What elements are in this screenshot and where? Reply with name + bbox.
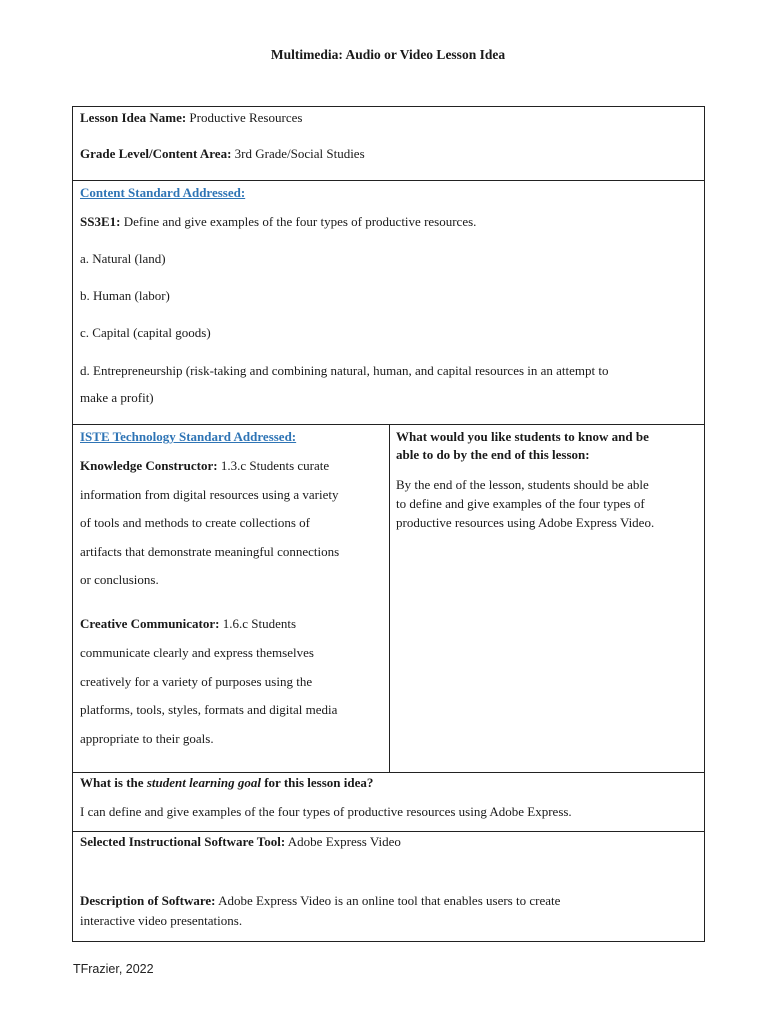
footer-author: TFrazier, 2022 bbox=[73, 962, 154, 976]
standard-code: SS3E1: bbox=[80, 214, 121, 229]
content-standard-heading: Content Standard Addressed: bbox=[80, 185, 246, 200]
kc-line: of tools and methods to create collections of bbox=[80, 515, 310, 530]
objectives-question: able to do by the end of this lesson: bbox=[396, 447, 590, 462]
software-description-line bbox=[80, 893, 560, 909]
kc-line: Knowledge Constructor: 1.3.c Students curate bbox=[80, 458, 330, 473]
software-tool-label: Selected Instructional Software Tool: bbox=[80, 834, 286, 849]
cc-line: appropriate to their goals. bbox=[80, 731, 214, 746]
lesson-info-row bbox=[73, 107, 704, 181]
kc-label: Knowledge Constructor: bbox=[80, 458, 218, 473]
cc-line: platforms, tools, styles, formats and digital media bbox=[80, 702, 338, 717]
content-standard-row bbox=[73, 181, 704, 425]
learning-goal-row bbox=[73, 772, 704, 832]
cc-line: creatively for a variety of purposes using the bbox=[80, 674, 313, 689]
cc-line: Creative Communicator: 1.6.c Students bbox=[80, 616, 297, 631]
standard-item: a. Natural (land) bbox=[80, 251, 166, 266]
column-divider bbox=[389, 425, 390, 772]
learning-goal-emphasis: student learning goal bbox=[146, 775, 261, 790]
kc-line: or conclusions. bbox=[80, 572, 159, 587]
standard-description: Define and give examples of the four types of productive resources. bbox=[123, 214, 477, 229]
kc-line: information from digital resources using a variety bbox=[80, 487, 339, 502]
lesson-name-label: Lesson Idea Name: bbox=[80, 110, 187, 125]
software-description-label: Description of Software: bbox=[80, 893, 216, 908]
software-tool-line bbox=[80, 834, 401, 850]
grade-level-value: 3rd Grade/Social Studies bbox=[234, 146, 365, 161]
page-title: Multimedia: Audio or Video Lesson Idea bbox=[270, 47, 506, 62]
objectives-answer: productive resources using Adobe Express Video. bbox=[396, 515, 655, 530]
cc-label: Creative Communicator: bbox=[80, 616, 220, 631]
software-tool-value: Adobe Express Video bbox=[287, 834, 401, 849]
standard-description-line bbox=[80, 214, 476, 230]
software-row bbox=[73, 832, 704, 941]
grade-level-label: Grade Level/Content Area: bbox=[80, 146, 232, 161]
cc-line: communicate clearly and express themselves bbox=[80, 645, 314, 660]
lesson-name-line bbox=[80, 110, 302, 126]
learning-goal-answer: I can define and give examples of the four types of productive resources using Adobe Express. bbox=[80, 804, 572, 819]
objectives-question: What would you like students to know and be bbox=[396, 429, 649, 444]
lesson-table bbox=[72, 106, 705, 942]
standard-item: d. Entrepreneurship (risk-taking and combining natural, human, and capital resources in an attempt to bbox=[80, 363, 609, 378]
learning-goal-question: What is the student learning goal for this lesson idea? bbox=[80, 775, 374, 790]
standard-item: make a profit) bbox=[80, 390, 154, 405]
software-description-text: Adobe Express Video is an online tool that enables users to create bbox=[218, 893, 561, 908]
standard-item: b. Human (labor) bbox=[80, 288, 170, 303]
objectives-answer: By the end of the lesson, students should be able bbox=[396, 477, 649, 492]
iste-heading: ISTE Technology Standard Addressed: bbox=[80, 429, 297, 444]
standard-item: c. Capital (capital goods) bbox=[80, 325, 211, 340]
kc-line: artifacts that demonstrate meaningful connections bbox=[80, 544, 340, 559]
objectives-answer: to define and give examples of the four types of bbox=[396, 496, 645, 511]
iste-objectives-row bbox=[73, 425, 704, 772]
software-description-text: interactive video presentations. bbox=[80, 913, 243, 928]
lesson-name-value: Productive Resources bbox=[189, 110, 303, 125]
grade-level-line bbox=[80, 146, 365, 162]
